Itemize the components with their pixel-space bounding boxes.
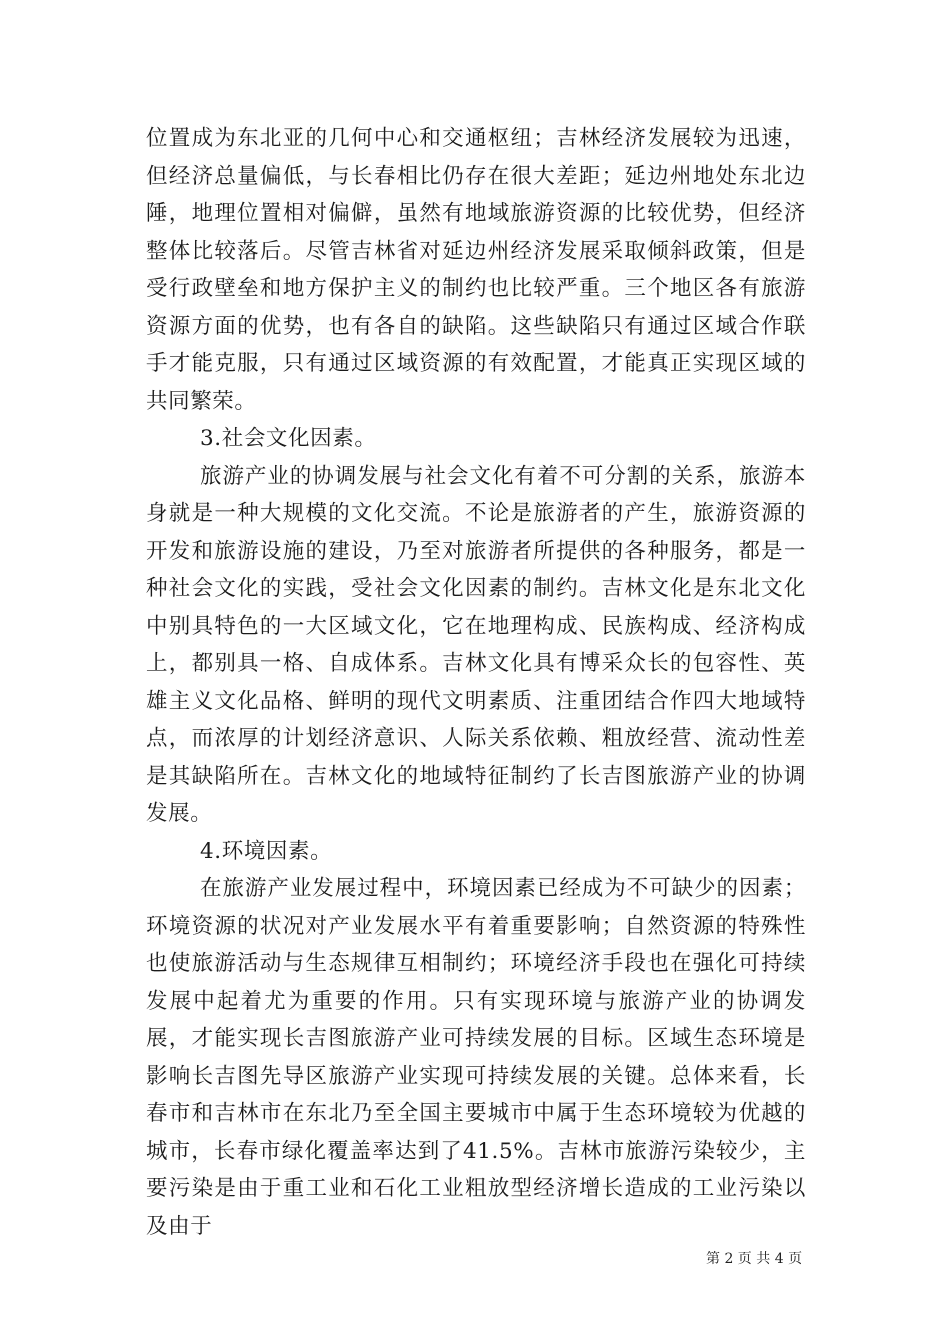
paragraph-social-culture: 旅游产业的协调发展与社会文化有着不可分割的关系，旅游本身就是一种大规模的文化交流。不论是旅游者的产生，旅游资源的开发和旅游设施的建设，乃至对旅游者所提供的各种服务，都是一种社会文化的实践，受社会文化因素的制约。吉林文化是东北文化中别具特色的一大区域文化，它在地理构成、民族构成、经济构成上，都别具一格、自成体系。吉林文化具有博采众长的包容性、英雄主义文化品格、鲜明的现代文明素质、注重团结合作四大地域特点，而浓厚的计划经济意识、人际关系依赖、粗放经营、流动性差是其缺陷所在。吉林文化的地域特征制约了长吉图旅游产业的协调发展。 (146, 463, 806, 826)
paragraph-continued: 位置成为东北亚的几何中心和交通枢纽；吉林经济发展较为迅速，但经济总量偏低，与长春相比仍存在很大差距；延边州地处东北边陲，地理位置相对偏僻，虽然有地域旅游资源的比较优势，但经济整体比较落后。尽管吉林省对延边州经济发展采取倾斜政策，但是受行政壁垒和地方保护主义的制约也比较严重。三个地区各有旅游资源方面的优势，也有各自的缺陷。这些缺陷只有通过区域合作联手才能克服，只有通过区域资源的有效配置，才能真正实现区域的共同繁荣。 (146, 126, 806, 414)
page-number-footer: 第 2 页 共 4 页 (706, 1251, 803, 1267)
section-heading-environment: 4.环境因素。 (200, 838, 333, 864)
document-body (146, 120, 806, 1245)
section-heading-social-culture: 3.社会文化因素。 (200, 426, 377, 451)
paragraph-environment: 在旅游产业发展过程中，环境因素已经成为不可缺少的因素；环境资源的状况对产业发展水平有着重要影响；自然资源的特殊性也使旅游活动与生态规律互相制约；环境经济手段也在强化可持续发展中起着尤为重要的作用。只有实现环境与旅游产业的协调发展，才能实现长吉图旅游产业可持续发展的目标。区域生态环境是影响长吉图先导区旅游产业实现可持续发展的关键。总体来看，长春市和吉林市在东北乃至全国主要城市中属于生态环境较为优越的城市，长春市绿化覆盖率达到了41.5%。吉林市旅游污染较少，主要污染是由于重工业和石化工业粗放型经济增长造成的工业污染以及由于 (146, 876, 806, 1239)
